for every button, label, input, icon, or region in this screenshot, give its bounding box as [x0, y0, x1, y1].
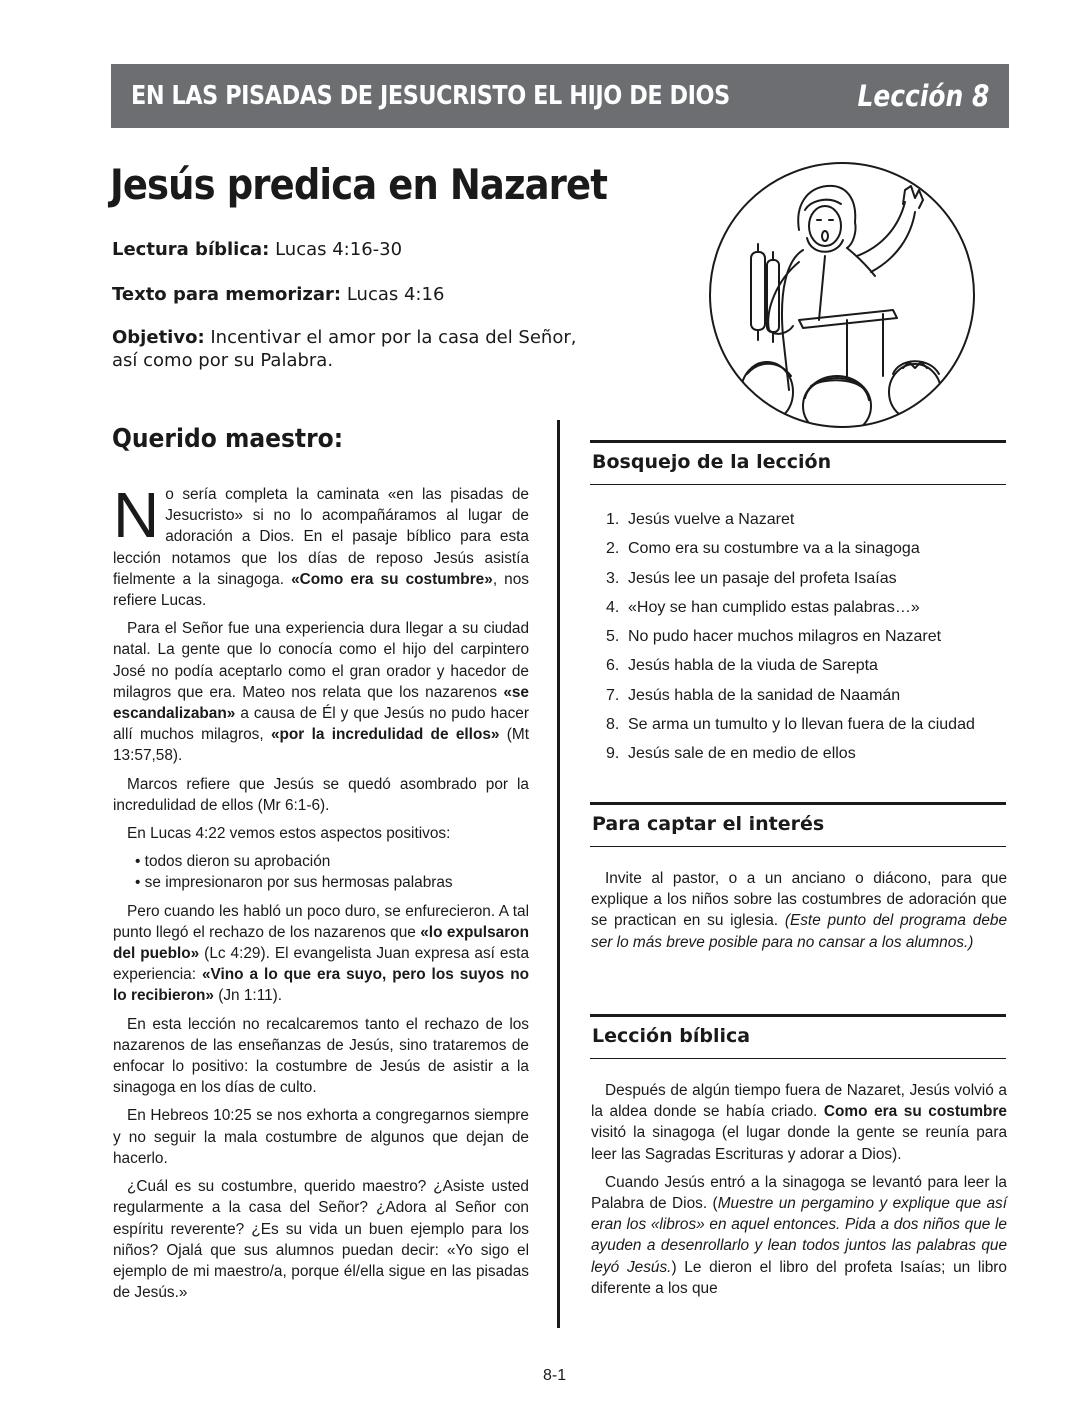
memory-verse-line — [112, 283, 444, 306]
list-item — [606, 564, 975, 593]
letter-paragraph — [113, 901, 529, 1007]
lesson-heading: Lección bíblica — [592, 1025, 751, 1047]
jesus-preaching-illustration — [707, 160, 977, 430]
list-item: • se impresionaron por sus hermosas palabras — [135, 874, 453, 892]
item-number: 6. — [606, 657, 620, 675]
page-number: 8-1 — [543, 1367, 567, 1384]
text-run: Pero cuando les habló un poco duro, se enfurecieron. A tal punto llegó el rechazo de los nazarenos que — [113, 902, 529, 941]
text-run: o sería completa la caminata «en las pisadas de Jesucristo» si no lo acompañáramos al lugar de adoración a Dios. En el pasaje bíblico para esta lección notamos que los días de reposo Jesús asistía fielmente a la sinagoga. — [113, 486, 529, 588]
lesson-section-header — [590, 1014, 1006, 1059]
letter-paragraph: Marcos refiere que Jesús se quedó asombrado por la incredulidad de ellos (Mr 6:1-6). — [113, 775, 529, 814]
bold-quote: «lo expulsaron del pueblo» — [113, 923, 529, 963]
text-run: ) Le dieron el libro del profeta Isaías; un libro diferente a los que — [591, 1258, 1007, 1297]
letter-paragraph: En Hebreos 10:25 se nos exhorta a congregarnos siempre y no seguir la mala costumbre de algunos que dejan de hacerlo. — [113, 1107, 529, 1167]
item-number: 8. — [606, 716, 620, 734]
text-run: Cuando Jesús entró a la sinagoga se levantó para leer la Palabra de Dios. ( — [591, 1173, 1007, 1213]
bold-quote: «Como era su costumbre» — [291, 570, 493, 588]
teacher-heading: Querido maestro: — [112, 424, 344, 454]
memory-verse-label: Texto para memorizar: — [112, 284, 342, 305]
list-item — [606, 710, 975, 739]
series-title: EN LAS PISADAS DE JESUCRISTO EL HIJO DE DIOS — [131, 81, 730, 111]
reading-line — [112, 238, 402, 261]
list-item — [606, 534, 975, 563]
item-text: Jesús habla de la viuda de Sarepta — [628, 657, 878, 675]
text-run: (Mt 13:57,58). — [113, 726, 530, 765]
list-item — [606, 505, 975, 534]
text-run: visitó la sinagoga (el lugar donde la gente se reunía para leer las Sagradas Escrituras y adorar a Dios). — [591, 1124, 1007, 1163]
list-item: • todos dieron su aprobación — [135, 853, 331, 871]
objective-label: Objetivo: — [112, 327, 205, 348]
reading-value: Lucas 4:16-30 — [269, 239, 403, 260]
item-number: 4. — [606, 598, 620, 616]
item-number: 1. — [606, 511, 620, 528]
item-number: 5. — [606, 628, 620, 646]
italic-note: (Este punto del programa debe ser lo más breve posible para no cansar a los alumnos.) — [591, 912, 1008, 951]
item-text: Jesús habla de la sanidad de Naamán — [628, 686, 901, 704]
list-item — [606, 651, 975, 680]
item-text: Jesús lee un pasaje del profeta Isaías — [628, 569, 897, 587]
letter-paragraph — [113, 618, 529, 766]
text-run: (Lc 4:29). El evangelista Juan expresa así esta experiencia: — [113, 945, 530, 984]
item-number: 3. — [606, 569, 620, 587]
memory-verse-value: Lucas 4:16 — [341, 284, 445, 305]
lesson-text — [591, 1080, 1007, 1306]
item-text: No pudo hacer muchos milagros en Nazaret — [628, 628, 942, 646]
list-item — [606, 622, 975, 651]
interest-section-header — [590, 802, 1006, 847]
item-text: Se arma un tumulto y lo llevan fuera de la ciudad — [628, 716, 975, 734]
column-divider — [557, 420, 560, 1328]
list-item — [606, 681, 975, 710]
item-text: «Hoy se han cumplido estas palabras…» — [628, 598, 920, 616]
bold-quote: «Vino a lo que era suyo, pero los suyos no lo recibieron» — [113, 966, 529, 1005]
text-run: Para el Señor fue una experiencia dura llegar a su ciudad natal. La gente que lo conocía como el hijo del carpintero José no podía aceptarlo como el gran orador y hacedor de milagros que era. Mateo nos relata que los nazarenos — [113, 620, 529, 701]
interest-heading: Para captar el interés — [592, 813, 825, 835]
bold-phrase: Como era su costumbre — [823, 1103, 1007, 1121]
reading-label: Lectura bíblica: — [112, 239, 270, 260]
bold-quote: «por la incredulidad de ellos» — [270, 726, 500, 744]
objective-line — [112, 326, 602, 372]
drop-cap: N — [113, 479, 160, 551]
letter-paragraph — [113, 479, 529, 611]
letter-paragraph: En esta lección no recalcaremos tanto el rechazo de los nazarenos de las enseñanzas de Jesús, sino trataremos de enfocar lo positivo: la costumbre de Jesús de asistir a la sinagoga en los días de culto. — [113, 1015, 529, 1097]
text-run: (Jn 1:11). — [213, 987, 283, 1005]
interest-text — [591, 868, 1007, 960]
header-banner — [111, 64, 1009, 128]
letter-paragraph: ¿Cuál es su costumbre, querido maestro? ¿Asiste usted regularmente a la casa del Señor? ¿Adora al Señor con espíritu reverente? ¿Es su vida un buen ejemplo para los niños? Ojalá que sus alumnos puedan decir: «Yo sigo el ejemplo de mi maestro/a, porque él/ella sigue en las pisadas de Jesús.» — [113, 1178, 529, 1302]
outline-section-header — [590, 440, 1006, 485]
bold-quote: «se escandalizaban» — [113, 683, 529, 723]
item-number: 9. — [606, 745, 620, 763]
item-number: 7. — [606, 686, 620, 704]
interest-paragraph — [591, 868, 1007, 953]
letter-paragraph: En Lucas 4:22 vemos estos aspectos positivos: — [127, 825, 451, 843]
italic-note: Muestre un pergamino y explique que así eran los «libros» en aquel entonces. Pida a dos niños que le ayuden a desenrollarlo y lean todos juntos las palabras que leyó Jesús. — [591, 1195, 1007, 1276]
objective-value: Incentivar el amor por la casa del Señor, así como por su Palabra. — [112, 327, 577, 371]
lesson-label: Lección 8 — [857, 79, 989, 113]
text-run: , nos refiere Lucas. — [113, 570, 529, 610]
teacher-letter — [113, 479, 530, 1310]
list-item — [606, 739, 975, 768]
text-run: Después de algún tiempo fuera de Nazaret, Jesús volvió a la aldea donde se había criado. — [591, 1082, 1007, 1121]
lesson-paragraph — [591, 1172, 1007, 1299]
text-run: a causa de Él y que Jesús no pudo hacer allí muchos milagros, — [113, 705, 529, 744]
list-item — [606, 593, 975, 622]
outline-list — [606, 505, 975, 769]
lesson-paragraph — [591, 1080, 1007, 1165]
item-text: Jesús sale de en medio de ellos — [628, 745, 856, 763]
positive-aspects-list — [113, 851, 529, 893]
item-text: Jesús vuelve a Nazaret — [628, 511, 795, 528]
item-text: Como era su costumbre va a la sinagoga — [628, 540, 920, 558]
text-run: Invite al pastor, o a un anciano o diácono, para que explique a los niños sobre las costumbres de adoración que se practican en su iglesia. — [591, 870, 1007, 930]
item-number: 2. — [606, 540, 620, 558]
page-title: Jesús predica en Nazaret — [110, 160, 608, 209]
outline-heading: Bosquejo de la lección — [592, 451, 832, 473]
